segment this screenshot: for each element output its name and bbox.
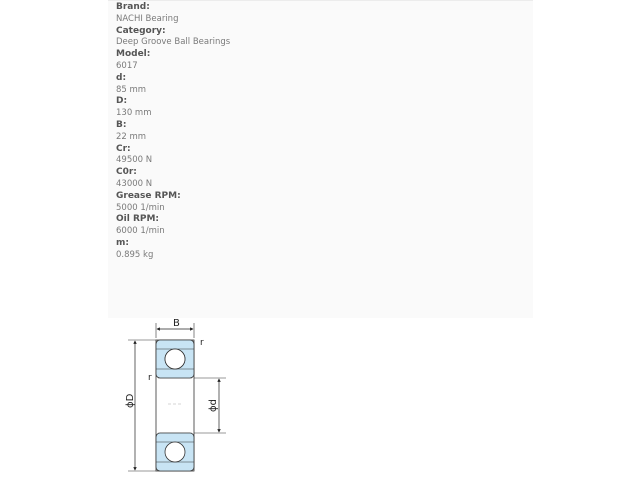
spec-value: 5000 1/min <box>116 202 165 213</box>
spec-value: Deep Groove Ball Bearings <box>116 37 231 48</box>
spec-label: B: <box>116 119 127 130</box>
spec-row-brand <box>116 2 230 26</box>
spec-label: C0r: <box>116 167 137 178</box>
spec-value: 85 mm <box>116 84 147 95</box>
spec-row-width <box>116 120 230 144</box>
spec-label: Brand: <box>116 2 150 12</box>
width-dimension <box>156 318 194 338</box>
spec-row-inner-diameter <box>116 73 230 97</box>
spec-value: NACHI Bearing <box>116 13 179 24</box>
spec-value: 6017 <box>116 60 138 71</box>
spec-value: 130 mm <box>116 108 152 119</box>
width-label: B <box>173 318 180 329</box>
spec-row-dynamic-load <box>116 144 230 168</box>
spec-label: Oil RPM: <box>116 214 160 225</box>
spec-row-grease-rpm <box>116 191 230 215</box>
spec-label: D: <box>116 96 128 107</box>
bearing-diagram-svg <box>108 318 308 480</box>
outer-diameter-dimension <box>125 340 156 471</box>
panel-divider <box>108 0 533 1</box>
spec-value: 22 mm <box>116 131 147 142</box>
outer-diameter-label: ϕD <box>125 393 136 408</box>
radius-label-side: r <box>148 373 152 383</box>
spec-value: 49500 N <box>116 155 153 166</box>
spec-row-oil-rpm <box>116 214 230 238</box>
spec-panel <box>108 0 533 318</box>
bottom-cross-section <box>156 433 194 471</box>
spec-row-mass <box>116 238 230 262</box>
top-ball-overlay <box>165 349 185 369</box>
spec-row-static-load <box>116 167 230 191</box>
spec-list <box>116 2 230 262</box>
bearing-diagram <box>108 318 308 480</box>
spec-row-outer-diameter <box>116 96 230 120</box>
spec-label: m: <box>116 237 129 248</box>
spec-value: 0.895 kg <box>116 249 154 260</box>
spec-label: Model: <box>116 49 151 60</box>
spec-row-model <box>116 49 230 73</box>
spec-label: Category: <box>116 25 166 36</box>
spec-label: d: <box>116 72 127 83</box>
spec-label: Grease RPM: <box>116 190 181 201</box>
spec-row-category <box>116 26 230 50</box>
bottom-ball-icon <box>165 442 185 462</box>
spec-value: 43000 N <box>116 178 153 189</box>
spec-label: Cr: <box>116 143 131 154</box>
inner-diameter-dimension <box>194 378 226 433</box>
spec-value: 6000 1/min <box>116 226 165 237</box>
top-cross-section <box>156 340 194 378</box>
inner-diameter-label: ϕd <box>208 399 219 412</box>
radius-label-top: r <box>200 338 204 348</box>
